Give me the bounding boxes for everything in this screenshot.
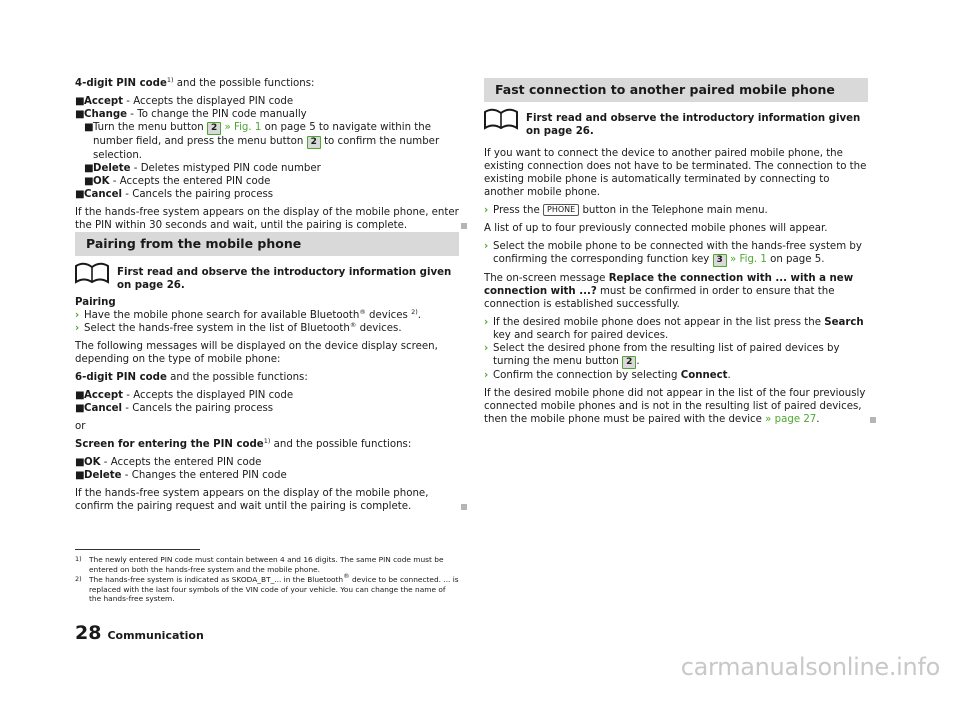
connect-step: › Confirm the connection by selecting Connect. <box>484 370 731 381</box>
watermark: carmanualsonline.info <box>680 653 940 681</box>
pin4-delete-subitem: ■Delete - Deletes mistyped PIN code number <box>84 163 321 174</box>
footnote-divider <box>75 549 200 550</box>
menu-button-key: 2 <box>207 122 221 135</box>
page-reference-link[interactable]: » page 27 <box>765 414 817 425</box>
pin6-accept-item: ■Accept - Accepts the displayed PIN code <box>75 390 294 401</box>
section-end-marker <box>461 504 467 510</box>
list-text: A list of up to four previously connected mobile phones will appear. <box>484 223 828 234</box>
screen-delete-item: ■Delete - Changes the entered PIN code <box>75 470 287 481</box>
search-step: › If the desired mobile phone does not appear in the list press the Search key and search for paired devices. <box>484 317 864 341</box>
section-title-fast-connection: Fast connection to another paired mobile phone <box>484 78 868 102</box>
page-footer <box>75 622 204 644</box>
intro-note: First read and observe the introductory information given on page 26. <box>75 266 459 292</box>
section-end-marker <box>461 223 467 229</box>
pin6-cancel-item: ■Cancel - Cancels the pairing process <box>75 403 274 414</box>
book-icon <box>484 108 518 130</box>
pin4-turn-subitem: ■Turn the menu button 2 » Fig. 1 on page 5 to navigate within the number field, and press the menu button 2 to confirm the number selection. <box>84 122 440 161</box>
screen-pin-heading: Screen for entering the PIN code$^{1)}$ and the possible functions: <box>75 437 412 450</box>
select-phone-step: › Select the mobile phone to be connected with the hands-free system by confirming the corresponding function key 3 » Fig. 1 on page 5. <box>484 241 862 265</box>
section-end-marker <box>870 417 876 423</box>
onscreen-message-text: The on-screen message Replace the connection with ... with a new connection with ...? must be confirmed in order to ensure that the connection is established successfully. <box>484 273 854 310</box>
pin4-cancel-item: ■Cancel - Cancels the pairing process <box>75 189 274 200</box>
or-text: or <box>75 421 86 432</box>
intro-note: First read and observe the introductory information given on page 26. <box>484 112 868 138</box>
fig-reference-link[interactable]: » Fig. 1 <box>221 122 262 133</box>
pairing-step-2: › Select the hands-free system in the list of Bluetooth® devices. <box>75 321 402 334</box>
menu-button-key: 2 <box>622 356 636 369</box>
footnote-2: 2) The hands-free system is indicated as SKODA_BT_... in the Bluetooth® device to be connected. ... is replaced with the last four symbols of the VIN code of your vehicle. You can change the name of the hands-free system. <box>75 572 459 604</box>
press-phone-step: › Press the PHONE button in the Telephone main menu. <box>484 205 768 216</box>
pin4-accept-item: ■Accept - Accepts the displayed PIN code <box>75 96 294 107</box>
function-key: 3 <box>713 254 727 267</box>
pin4-ok-subitem: ■OK - Accepts the entered PIN code <box>84 176 271 187</box>
pairing-step-1: › Have the mobile phone search for available Bluetooth® devices $^{2)}$. <box>75 308 421 321</box>
section-title-pairing: Pairing from the mobile phone <box>75 232 459 256</box>
pairing-heading: Pairing <box>75 297 116 308</box>
turn-menu-step: › Select the desired phone from the resulting list of paired devices by turning the menu button 2 . <box>484 343 840 367</box>
fig-reference-link[interactable]: » Fig. 1 <box>726 254 767 265</box>
pin4-note: If the hands-free system appears on the display of the mobile phone, enter the PIN within 30 seconds and wait, until the pairing is complete. <box>75 206 459 232</box>
footnote-1: 1) The newly entered PIN code must contain between 4 and 16 digits. The same PIN code must be entered on both the hands-free system and the mobile phone. <box>75 555 444 574</box>
screen-ok-item: ■OK - Accepts the entered PIN code <box>75 457 262 468</box>
footnotes <box>75 555 459 605</box>
menu-button-key: 2 <box>307 136 321 149</box>
pin6-heading: 6-digit PIN code and the possible functions: <box>75 372 308 383</box>
pin4-heading: 4-digit PIN code$^{1)}$ and the possible functions: <box>75 76 315 89</box>
chapter-name: Communication <box>107 629 204 642</box>
phone-button-key: PHONE <box>543 204 579 216</box>
fast-intro-text: If you want to connect the device to another paired mobile phone, the existing connection does not have to be terminated. The connection to the existing mobile phone is automatically terminated by connecting to another mobile phone. <box>484 148 867 198</box>
page-number: 28 <box>75 622 102 644</box>
book-icon <box>75 262 109 284</box>
pin4-change-item: ■Change - To change the PIN code manually <box>75 109 307 120</box>
final-note: If the desired mobile phone did not appear in the list of the four previously connected mobile phones and is not in the resulting list of paired devices, then the mobile phone must be paired with the device » page 27. <box>484 387 868 426</box>
confirm-note: If the hands-free system appears on the display of the mobile phone, confirm the pairing request and wait until the pairing is complete. <box>75 487 459 513</box>
following-messages-text: The following messages will be displayed on the device display screen, depending on the type of mobile phone: <box>75 341 438 365</box>
